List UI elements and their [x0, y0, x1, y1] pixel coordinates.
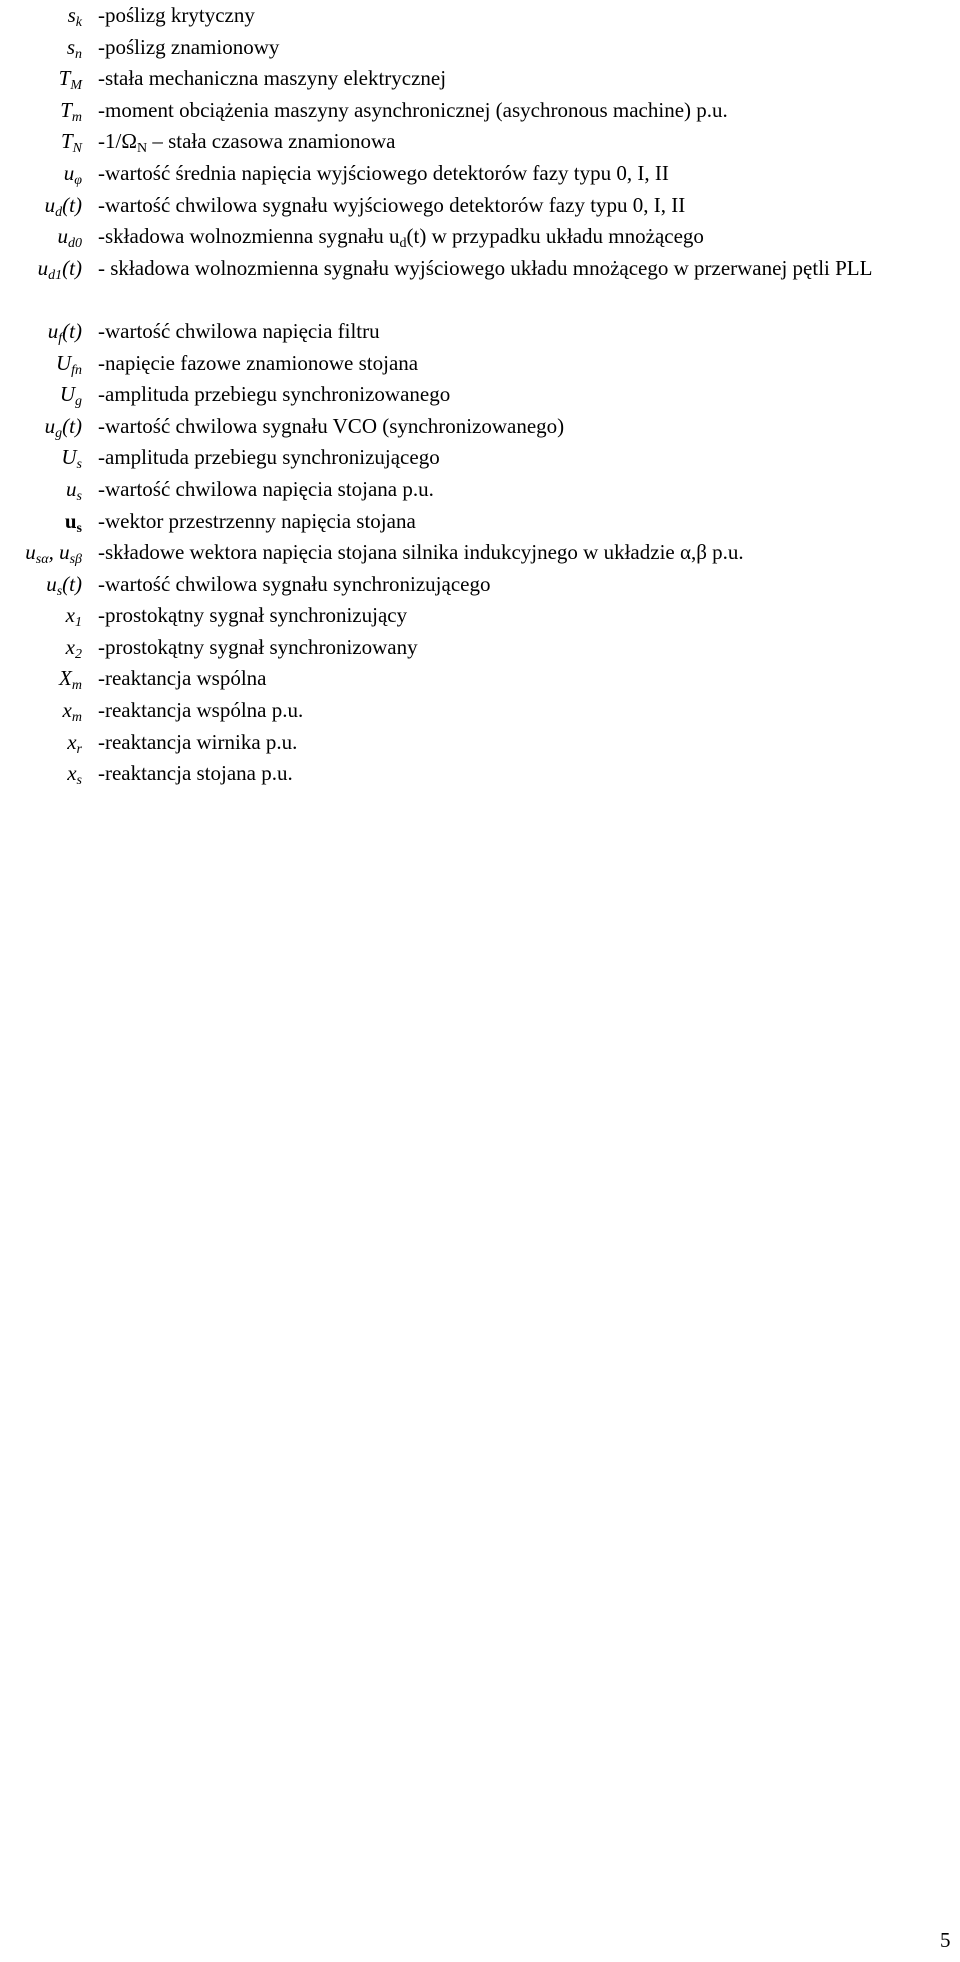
symbol [66, 632, 82, 664]
symbol [67, 758, 82, 790]
symbol-subscript: s [76, 488, 82, 504]
symbol-row [0, 474, 960, 506]
symbol-base: u [66, 476, 77, 501]
symbol-subscript: g [55, 425, 63, 441]
symbol-suffix: (t) [62, 413, 82, 438]
symbol-subscript: n [75, 46, 82, 62]
symbol-row [0, 32, 960, 64]
symbol-base: u [47, 318, 59, 343]
symbol-description: -reaktancja wspólna [98, 666, 267, 691]
symbol-subscript: s [76, 520, 82, 536]
symbol-base: u [25, 540, 36, 565]
symbol [45, 190, 82, 222]
symbol-row [0, 569, 960, 601]
symbol-base: x [62, 698, 72, 723]
symbol-suffix: (t) [62, 318, 82, 343]
symbol-row [0, 190, 960, 222]
symbol-subscript: sα [35, 552, 49, 568]
symbol-row [0, 158, 960, 190]
symbol [66, 600, 82, 632]
symbol-subscript: s [76, 773, 82, 789]
symbol [63, 695, 82, 727]
symbol-subscript: r [76, 741, 82, 757]
page-number: 5 [940, 1928, 951, 1952]
symbol-suffix: (t) [62, 255, 82, 280]
symbol-base: U [59, 382, 75, 407]
symbol-subscript: m [71, 678, 82, 694]
symbol-base: u [44, 413, 56, 438]
symbol-description: -prostokątny sygnał synchronizujący [98, 603, 408, 628]
symbol [45, 411, 82, 443]
symbol-base: s [67, 3, 76, 27]
symbol-description: -napięcie fazowe znamionowe stojana [98, 350, 419, 375]
symbol-description: -stała mechaniczna maszyny elektrycznej [98, 66, 447, 91]
description-text: -1/Ω [98, 129, 137, 154]
symbol-row [0, 253, 960, 316]
symbol-base: x [65, 634, 75, 659]
symbol-subscript: M [70, 78, 82, 94]
symbol [58, 221, 83, 253]
symbol [56, 348, 82, 380]
symbol-description: -wartość chwilowa sygnału synchronizującego [98, 571, 491, 596]
symbol-base: u [37, 255, 49, 280]
symbol-list [0, 0, 960, 790]
symbol-row [0, 126, 960, 158]
symbol-description: -moment obciążenia maszyny asynchronicznej (asychronous machine) p.u. [98, 97, 728, 122]
symbol-subscript: sβ [69, 552, 82, 568]
symbol-description: -amplituda przebiegu synchronizowanego [98, 382, 451, 407]
symbol-row [0, 95, 960, 127]
symbol-subscript: fn [71, 362, 82, 378]
symbol-row [0, 442, 960, 474]
symbol-description: -wektor przestrzenny napięcia stojana [98, 508, 416, 533]
symbol [48, 316, 82, 348]
symbol-description: -reaktancja wspólna p.u. [98, 698, 304, 723]
symbol-row [0, 695, 960, 727]
symbol-row [0, 727, 960, 759]
symbol-base: x [67, 729, 77, 754]
symbol-base: T [60, 129, 73, 154]
symbol-row [0, 221, 960, 253]
symbol-row [0, 506, 960, 538]
symbol-base: x [67, 761, 77, 786]
symbol [59, 663, 82, 695]
symbol-description: -wartość chwilowa sygnału wyjściowego detektorów fazy typu 0, I, II [98, 192, 686, 217]
symbol-subscript: 1 [75, 615, 82, 631]
symbol-base: U [61, 445, 77, 470]
symbol-subscript: s [76, 457, 82, 473]
symbol-description: -wartość średnia napięcia wyjściowego detektorów fazy typu 0, I, II [98, 160, 669, 185]
symbol-base: u [44, 192, 56, 217]
symbol-suffix: , [48, 540, 60, 565]
symbol [64, 158, 82, 190]
symbol-description: -wartość chwilowa sygnału VCO (synchronizowanego) [98, 413, 565, 438]
symbol-subscript: d0 [68, 236, 82, 252]
symbol [60, 95, 82, 127]
symbol [60, 379, 82, 411]
symbol-row [0, 348, 960, 380]
symbol-base: T [60, 97, 72, 122]
symbol-row [0, 537, 960, 569]
symbol-row [0, 63, 960, 95]
symbol [68, 0, 82, 32]
description-text: -składowa wolnozmienna sygnału u [98, 224, 400, 249]
symbol [66, 474, 82, 506]
symbol-base: u [59, 540, 70, 565]
symbol-description: -reaktancja wirnika p.u. [98, 729, 298, 754]
symbol [59, 63, 82, 95]
symbol-base: u [57, 224, 68, 249]
symbol-description: -wartość chwilowa napięcia stojana p.u. [98, 476, 434, 501]
symbol-subscript: d [55, 204, 63, 220]
symbol-subscript: 2 [75, 646, 82, 662]
symbol-description: -wartość chwilowa napięcia filtru [98, 318, 380, 343]
symbol [67, 32, 82, 64]
symbol-description: -poślizg krytyczny [98, 3, 255, 27]
symbol-description: -poślizg znamionowy [98, 34, 280, 59]
symbol-row [0, 379, 960, 411]
symbol-row [0, 600, 960, 632]
symbol [65, 506, 82, 538]
symbol [38, 253, 82, 285]
symbol-description [98, 221, 948, 253]
symbol-description [98, 126, 948, 158]
symbol-description: -reaktancja stojana p.u. [98, 761, 293, 786]
symbol-base: u [64, 508, 77, 533]
symbol-base: x [65, 603, 75, 628]
symbol-base: u [63, 160, 75, 185]
symbol-base: U [55, 350, 72, 375]
description-subscript: d [399, 236, 407, 252]
symbol [46, 569, 82, 601]
symbol-base: X [59, 666, 72, 691]
description-subscript: N [136, 141, 148, 157]
symbol-description: -składowe wektora napięcia stojana silnika indukcyjnego w układzie α,β p.u. [98, 540, 744, 565]
symbol-subscript: m [71, 710, 82, 726]
symbol-subscript: N [72, 141, 82, 157]
symbol [61, 442, 82, 474]
symbol-subscript: φ [74, 172, 82, 188]
symbol-row [0, 316, 960, 348]
description-text: – stała czasowa znamionowa [147, 129, 396, 154]
symbol [25, 537, 82, 569]
symbol-row [0, 758, 960, 790]
symbol-row [0, 411, 960, 443]
symbol-base: s [66, 34, 75, 59]
symbol-subscript: d1 [48, 267, 63, 283]
symbol [61, 126, 82, 158]
symbol-subscript: g [75, 394, 82, 410]
symbol-subscript: f [58, 330, 63, 346]
symbol-subscript: s [56, 583, 63, 599]
symbol-suffix: (t) [62, 192, 82, 217]
symbol-row [0, 632, 960, 664]
symbol [67, 727, 82, 759]
symbol-base: u [46, 571, 57, 596]
symbol-subscript: k [75, 15, 82, 30]
symbol-row [0, 663, 960, 695]
symbol-row [0, 0, 960, 32]
symbol-subscript: m [71, 109, 82, 125]
symbol-base: T [58, 66, 71, 91]
symbol-description: -amplituda przebiegu synchronizującego [98, 445, 440, 470]
symbol-description: - składowa wolnozmienna sygnału wyjściowego układu mnożącego w przerwanej pętli PLL [98, 255, 873, 280]
symbol-description: -prostokątny sygnał synchronizowany [98, 634, 418, 659]
symbol-suffix: (t) [62, 571, 82, 596]
description-text: (t) w przypadku układu mnożącego [406, 224, 704, 249]
